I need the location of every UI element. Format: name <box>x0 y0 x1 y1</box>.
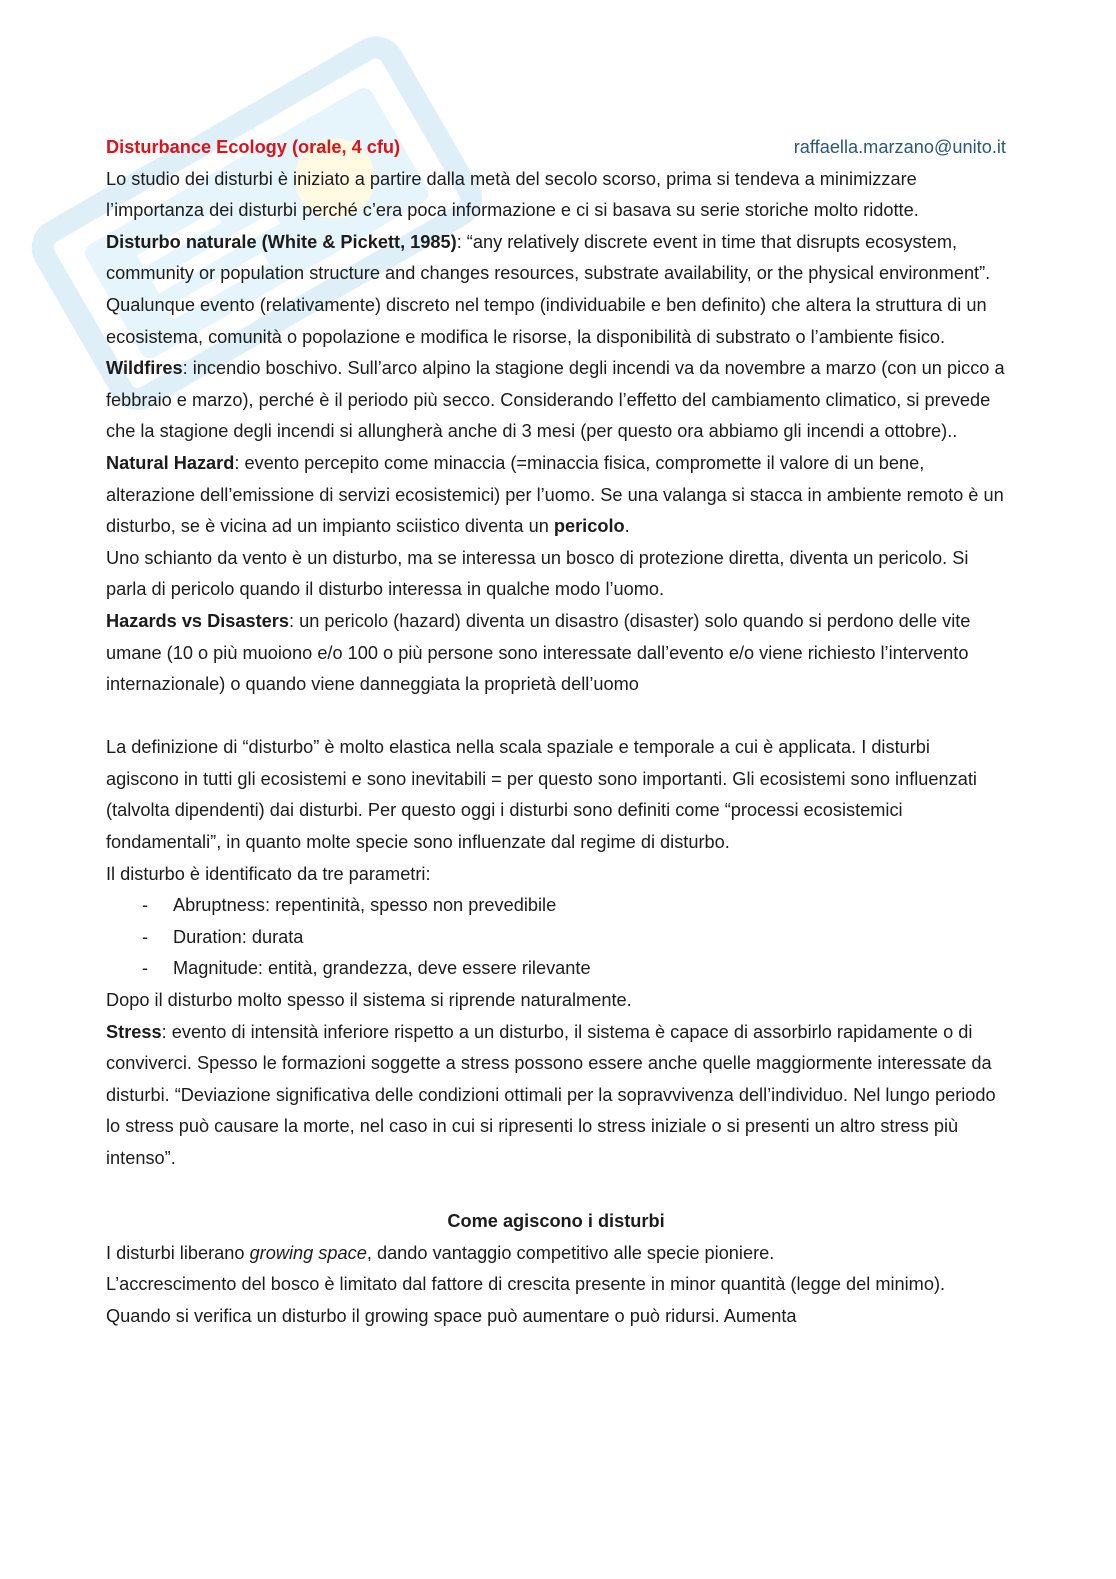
term-label: Wildfires <box>106 358 183 379</box>
intro-paragraph: Lo studio dei disturbi è iniziato a partire dalla metà del secolo scorso, prima si tendeva a minimizzare l’importanza dei disturbi perché c’era poca informazione e ci si basava su serie storiche molto ridotte. <box>106 168 919 221</box>
windthrow-paragraph: Uno schianto da vento è un disturbo, ma se interessa un bosco di protezione diretta, diventa un pericolo. Si parla di pericolo quando il disturbo interessa in qualche modo l’uomo. <box>106 547 969 600</box>
section-heading: Come agiscono i disturbi <box>447 1211 665 1232</box>
document-header <box>106 132 1006 164</box>
spacer <box>106 701 1006 733</box>
wildfires-definition: Wildfires: incendio boschivo. Sull’arco alpino la stagione degli incendi va da novembre a marzo (con un picco a febbraio e marzo), perché è il periodo più secco. Considerando l’effetto del cambiamento climatico, si prevede che la stagione degli incendi si allungherà anche di 3 mesi (per questo ora abbiamo gli incendi a ottobre).. <box>106 358 1005 442</box>
growth-paragraph: L’accrescimento del bosco è limitato dal fattore di crescita presente in minor quantità (legge del minimo). Quando si verifica un disturbo il growing space può aumentare o può ridursi. Aumenta <box>106 1274 946 1326</box>
list-item: - Abruptness: repentinità, spesso non prevedibile <box>106 890 1006 922</box>
growing-space-paragraph: I disturbi liberano growing space, dando vantaggio competitivo alle specie pioniere. <box>106 1242 775 1263</box>
term-label: Hazards vs Disasters <box>106 610 289 631</box>
stress-definition: Stress: evento di intensità inferiore rispetto a un disturbo, il sistema è capace di assorbirlo rapidamente o di conviverci. Spesso le formazioni soggette a stress possono essere anche quelle maggiormente interessate da disturbi. “Deviazione significativa delle condizioni ottimali per la sopravvivenza dell’individuo. Nel lungo periodo lo stress può causare la morte, nel caso in cui si ripresenti lo stress iniziale o si presenti un altro stress più intenso”. <box>106 1021 996 1168</box>
italic-term: growing space <box>249 1242 367 1263</box>
hazards-disasters-definition: Hazards vs Disasters: un pericolo (hazard) diventa un disastro (disaster) solo quando si perdono delle vite umane (10 o più muoiono e/o 100 o più persone sono interessate dall’evento e/o viene richiesto l’intervento internazionale) o quando viene danneggiata la proprietà dell’uomo <box>106 610 971 695</box>
bullet-dash: - <box>142 958 149 979</box>
bullet-dash: - <box>142 926 149 947</box>
natural-disturbance-definition: Disturbo naturale (White & Pickett, 1985): “any relatively discrete event in time that disrupts ecosystem, community or population structure and changes resources, substrate availability, or the physical environment”. Qualunque evento (relativamente) discreto nel tempo (individuabile e ben definito) che altera la struttura di un ecosistema, comunità o popolazione e modifica le risorse, la disponibilità di substrato o l’ambiente fisico. <box>106 231 991 347</box>
author-email: raffaella.marzano@unito.it <box>793 137 1006 157</box>
parameters-list <box>106 890 1006 985</box>
term-label: Stress <box>106 1021 162 1042</box>
term-label: Disturbo naturale (White & Pickett, 1985) <box>106 231 457 252</box>
list-item: - Duration: durata <box>106 922 1006 954</box>
recovery-paragraph: Dopo il disturbo molto spesso il sistema si riprende naturalmente. <box>106 990 632 1011</box>
definition-paragraph: La definizione di “disturbo” è molto elastica nella scala spaziale e temporale a cui è applicata. I disturbi agiscono in tutti gli ecosistemi e sono inevitabili = per questo sono importanti. Gli ecosistemi sono influenzati (talvolta dipendenti) dai disturbi. Per questo oggi i disturbi sono definiti come “processi ecosistemici fondamentali”, in quanto molte specie sono influenzate dal regime di disturbo. <box>106 737 977 853</box>
natural-hazard-definition: Natural Hazard: evento percepito come minaccia (=minaccia fisica, compromette il valore di un bene, alterazione dell’emissione di servizi ecosistemici) per l’uomo. Se una valanga si stacca in ambiente remoto è un disturbo, se è vicina ad un impianto sciistico diventa un pericolo. <box>106 452 1004 537</box>
document-body <box>106 132 1006 1333</box>
parameters-intro: Il disturbo è identificato da tre parametri: <box>106 863 431 884</box>
term-label: Natural Hazard <box>106 452 235 473</box>
emphasis-term: pericolo <box>553 516 625 537</box>
bullet-dash: - <box>142 895 149 916</box>
spacer <box>106 1175 1006 1207</box>
list-item: - Magnitude: entità, grandezza, deve essere rilevante <box>106 953 1006 985</box>
document-title: Disturbance Ecology (orale, 4 cfu) <box>106 137 401 157</box>
